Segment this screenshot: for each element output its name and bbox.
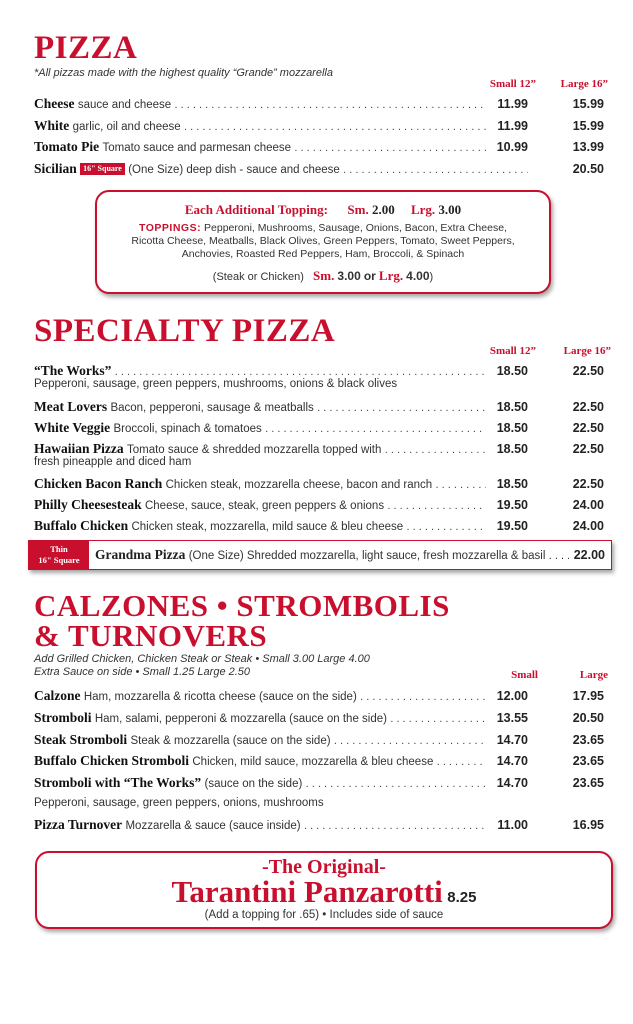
item-name: Stromboli with “The Works”	[34, 775, 202, 790]
item-price-small: 12.00	[486, 686, 528, 706]
toppings-box	[95, 190, 551, 294]
item-price-small: 19.50	[486, 516, 528, 536]
item-name: Meat Lovers	[34, 399, 108, 414]
item-name: Calzone	[34, 688, 81, 703]
menu-item-sicilian	[34, 159, 604, 179]
menu-item-meat-lovers	[34, 397, 604, 417]
tag-line-2: 16" Square	[38, 555, 80, 565]
item-price-small: 14.70	[486, 751, 528, 771]
item-price-small: 14.70	[486, 730, 528, 750]
item-price-small: 19.50	[486, 495, 528, 515]
item-price-large: 17.95	[572, 689, 604, 703]
calzones-note-2: Extra Sauce on side • Small 1.25 Large 2.50	[34, 666, 251, 678]
item-price-small: 11.99	[486, 116, 528, 136]
calzones-heading-line-1: CALZONES • STROMBOLIS	[34, 588, 450, 623]
item-desc: Chicken, mild sauce, mozzarella & bleu cheese	[192, 756, 434, 768]
item-price-small: 18.50	[486, 418, 528, 438]
item-price-small: 11.00	[486, 815, 528, 835]
pizza-col-large: Large 16”	[560, 78, 608, 90]
item-name: Tomato Pie	[34, 139, 100, 154]
item-desc: Chicken steak, mozzarella, mild sauce & bleu cheese	[131, 521, 404, 533]
steak-close: )	[429, 271, 434, 283]
menu-item-white	[34, 116, 604, 136]
item-desc: Mozzarella & sauce (sauce inside)	[125, 820, 301, 832]
item-name: Philly Cheesesteak	[34, 497, 142, 512]
item-desc: (One Size) Shredded mozzarella, light sauce, fresh mozzarella & basil	[188, 550, 546, 562]
menu-item-calzone	[34, 686, 604, 706]
specialty-col-large: Large 16”	[563, 345, 611, 357]
item-price-large: 23.65	[572, 754, 604, 768]
item-desc: garlic, oil and cheese	[72, 121, 181, 133]
panzarotti-price: 8.25	[447, 889, 477, 906]
panzarotti-subtitle: -The Original-	[262, 856, 386, 878]
toppings-label: TOPPINGS:	[139, 222, 202, 234]
steak-or: or	[363, 269, 376, 283]
item-name: Steak Stromboli	[34, 732, 128, 747]
lrg-label: Lrg.	[410, 202, 436, 217]
calzones-note-1: Add Grilled Chicken, Chicken Steak or Steak • Small 3.00 Large 4.00	[34, 653, 370, 665]
item-desc: Tomato sauce & shredded mozzarella topped with	[126, 444, 382, 456]
item-price-large: 24.00	[572, 498, 604, 512]
menu-item-steak-stromboli	[34, 730, 604, 750]
item-subtext: fresh pineapple and diced ham	[34, 456, 192, 468]
item-price-small: 18.50	[486, 397, 528, 417]
lrg-price: 3.00	[438, 202, 462, 217]
item-price-small: 13.55	[486, 708, 528, 728]
steak-lrg-label: Lrg.	[378, 268, 404, 283]
item-name: Hawaiian Pizza	[34, 441, 124, 456]
item-name: Chicken Bacon Ranch	[34, 476, 163, 491]
grandma-pizza-box	[28, 540, 612, 570]
item-price-small: 18.50	[486, 474, 528, 494]
item-desc: Ham, mozzarella & ricotta cheese (sauce on the side)	[83, 691, 357, 703]
calzones-heading-line-2: & TURNOVERS	[34, 618, 268, 653]
steak-sm-label: Sm.	[313, 268, 335, 283]
item-name: Grandma Pizza	[95, 547, 186, 562]
menu-item-cheese	[34, 94, 604, 114]
tag-line-1: Thin	[50, 544, 68, 554]
item-price-small: 11.99	[486, 94, 528, 114]
calzones-col-large: Large	[579, 669, 608, 681]
item-desc: Broccoli, spinach & tomatoes	[113, 423, 262, 435]
specialty-heading: SPECIALTY PIZZA	[34, 313, 336, 349]
item-desc: Chicken steak, mozzarella cheese, bacon and ranch	[165, 479, 433, 491]
pizza-heading: PIZZA	[34, 30, 138, 66]
item-price-large: 15.99	[572, 97, 604, 111]
menu-item-pizza-turnover	[34, 815, 604, 835]
item-name: Pizza Turnover	[34, 817, 123, 832]
steak-sm-price: 3.00	[337, 269, 361, 283]
item-name: Sicilian	[34, 161, 77, 176]
item-price-large: 20.50	[572, 162, 604, 176]
pizza-col-small: Small 12”	[489, 78, 536, 90]
menu-item-buffalo-chicken	[34, 516, 604, 536]
item-price-large: 23.65	[572, 776, 604, 790]
item-price-small: 14.70	[486, 773, 528, 793]
item-price-large: 23.65	[572, 733, 604, 747]
item-name: Buffalo Chicken Stromboli	[34, 753, 190, 768]
topping-price-line	[97, 202, 549, 218]
item-subtext: Pepperoni, sausage, green peppers, onions, mushrooms	[34, 797, 324, 809]
menu-item-white-veggie	[34, 418, 604, 438]
item-desc: Cheese, sauce, steak, green peppers & onions	[144, 500, 385, 512]
item-price-large: 22.50	[572, 477, 604, 491]
sm-label: Sm.	[347, 202, 369, 217]
pizza-note: *All pizzas made with the highest quality “Grande” mozzarella	[34, 67, 333, 79]
item-subtext: Pepperoni, sausage, green peppers, mushrooms, onions & black olives	[34, 378, 398, 390]
panzarotti-box	[35, 851, 613, 929]
item-price-large: 22.50	[572, 364, 604, 378]
item-price-large: 20.50	[572, 711, 604, 725]
item-price-large: 24.00	[572, 519, 604, 533]
grandma-price: 22.00	[569, 545, 605, 565]
calzones-col-small: Small	[511, 669, 538, 681]
specialty-col-small: Small 12”	[489, 345, 536, 357]
item-desc: Tomato sauce and parmesan cheese	[102, 142, 292, 154]
grandma-line	[95, 545, 575, 566]
item-price-small: 18.50	[486, 361, 528, 381]
menu-item-stromboli	[34, 708, 604, 728]
size-tag: 16" Square	[80, 163, 125, 175]
menu-item-chicken-bacon-ranch	[34, 474, 604, 494]
menu-item-tomato-pie	[34, 137, 604, 157]
item-desc: Steak & mozzarella (sauce on the side)	[130, 735, 331, 747]
menu-item-buffalo-chicken-stromboli	[34, 751, 604, 771]
item-price-large: 22.50	[572, 421, 604, 435]
sm-price: 2.00	[371, 202, 395, 217]
panzarotti-note: (Add a topping for .65) • Includes side of sauce	[204, 909, 444, 921]
item-price-large: 16.95	[572, 818, 604, 832]
item-name: Cheese	[34, 96, 75, 111]
item-price-large: 22.50	[572, 400, 604, 414]
item-name: Stromboli	[34, 710, 92, 725]
item-name: “The Works”	[34, 363, 112, 378]
item-desc: Ham, salami, pepperoni & mozzarella (sauce on the side)	[94, 713, 387, 725]
grandma-size-tag	[29, 541, 89, 569]
item-name: White	[34, 118, 70, 133]
item-name: Buffalo Chicken	[34, 518, 129, 533]
item-price-large: 22.50	[572, 442, 604, 456]
item-desc: (One Size) deep dish - sauce and cheese	[128, 164, 340, 176]
item-desc: (sauce on the side)	[204, 778, 303, 790]
item-desc: Bacon, pepperoni, sausage & meatballs	[110, 402, 314, 414]
steak-chicken-line	[97, 268, 549, 284]
toppings-line-1: Pepperoni, Mushrooms, Sausage, Onions, Bacon, Extra Cheese,	[204, 222, 507, 234]
menu-item-philly-cheesesteak	[34, 495, 604, 515]
steak-lrg-price: 4.00	[406, 269, 430, 283]
item-price-large: 13.99	[572, 140, 604, 154]
panzarotti-title: Tarantini Panzarotti	[171, 874, 443, 909]
item-price-large: 15.99	[572, 119, 604, 133]
steak-label: (Steak or Chicken)	[212, 271, 304, 283]
panzarotti-title-line	[37, 874, 611, 910]
each-topping-label: Each Additional Topping:	[184, 202, 328, 217]
toppings-line-2: Ricotta Cheese, Meatballs, Black Olives, Green Peppers, Tomato, Sweet Peppers,	[131, 235, 515, 247]
item-desc: sauce and cheese	[77, 99, 172, 111]
item-name: White Veggie	[34, 420, 111, 435]
item-price-small: 18.50	[486, 439, 528, 459]
menu-item-stromboli-works	[34, 773, 604, 793]
toppings-line-3: Anchovies, Roasted Red Peppers, Ham, Broccoli, & Spinach	[181, 248, 465, 260]
item-price-small: 10.99	[486, 137, 528, 157]
toppings-list	[97, 222, 549, 261]
